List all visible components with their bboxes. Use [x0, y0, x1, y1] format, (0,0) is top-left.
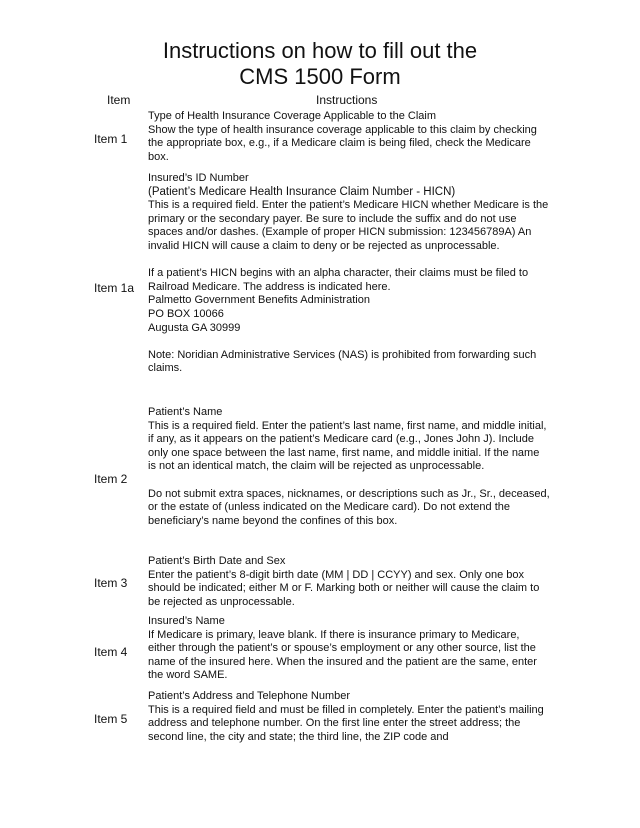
item-1-row	[0, 110, 640, 168]
item-5-heading: Patient’s Address and Telephone Number	[148, 690, 351, 702]
item-5-row	[0, 690, 640, 752]
item-4-row	[0, 615, 640, 687]
item-3-row	[0, 555, 640, 613]
item-1a-row	[0, 172, 640, 404]
item-1a-note: Note: Noridian Administrative Services (NAS) is prohibited from forwarding such claims.	[148, 348, 537, 375]
item-2-instructions	[148, 406, 550, 528]
title-line-2: CMS 1500 Form	[239, 64, 401, 89]
item-1a-address-line-1: Palmetto Government Benefits Administration	[148, 294, 370, 307]
item-2-paragraph-2: Do not submit extra spaces, nicknames, or descriptions such as Jr., Sr., deceased, or the estate of (unless indicated on the Medicare card). Do not extend the beneficiary’s name beyond the confines of this box.	[148, 487, 550, 527]
column-header-instructions: Instructions	[316, 93, 378, 107]
item-4-label: Item 4	[94, 645, 128, 659]
item-5-label: Item 5	[94, 712, 128, 726]
item-1-heading: Type of Health Insurance Coverage Applicable to the Claim	[148, 110, 436, 122]
item-4-paragraph: If Medicare is primary, leave blank. If there is insurance primary to Medicare, either through the patient’s or spouse’s employment or any other source, list the name of the insured here. When the insured and the patient are the same, enter the word SAME.	[148, 628, 537, 682]
item-2-heading: Patient’s Name	[148, 406, 223, 418]
item-5-paragraph: This is a required field and must be filled in completely. Enter the patient’s mailing address and telephone number. On the first line enter the street address; the second line, the city and state; the third line, the ZIP code and	[148, 703, 544, 743]
title-line-1: Instructions on how to fill out the	[162, 38, 478, 63]
item-3-instructions	[148, 555, 550, 609]
item-3-paragraph: Enter the patient’s 8-digit birth date (MM | DD | CCYY) and sex. Only one box should be indicated; either M or F. Marking both or neither will cause the claim to be rejected as unprocessable.	[148, 568, 540, 608]
item-1-instructions	[148, 110, 550, 164]
page-title	[0, 38, 640, 90]
item-2-paragraph-1: This is a required field. Enter the patient’s last name, first name, and middle initial, if any, as it appears on the patient’s Medicare card (e.g., Jones John J). Include only one space between the last name, first name, and middle initial. If the name is not an identical match, the claim will be rejected as unprocessable.	[148, 419, 547, 473]
item-3-heading: Patient’s Birth Date and Sex	[148, 555, 286, 567]
item-1-label: Item 1	[94, 132, 128, 146]
item-1a-subheading: (Patient’s Medicare Health Insurance Claim Number - HICN)	[148, 185, 456, 198]
item-1a-address-line-2: PO BOX 10066	[148, 307, 224, 320]
item-4-heading: Insured’s Name	[148, 615, 225, 627]
item-1a-address-line-3: Augusta GA 30999	[148, 321, 241, 334]
item-2-row	[0, 406, 640, 552]
item-3-label: Item 3	[94, 576, 128, 590]
item-1a-heading: Insured’s ID Number	[148, 172, 249, 184]
column-header-item: Item	[107, 93, 131, 107]
item-1a-paragraph-1: This is a required field. Enter the patient’s Medicare HICN whether Medicare is the primary or the secondary payer. Be sure to include the suffix and do not use spaces and/or dashes. (Example of proper HICN submission: 123456789A) An invalid HICN will cause a claim to deny or be rejected as unprocessable.	[148, 199, 549, 252]
item-2-label: Item 2	[94, 472, 128, 486]
item-1a-label: Item 1a	[94, 281, 135, 295]
item-5-instructions	[148, 690, 550, 744]
item-1-paragraph: Show the type of health insurance coverage applicable to this claim by checking the appropriate box, e.g., if a Medicare claim is being filed, check the Medicare box.	[148, 123, 537, 163]
item-1a-instructions	[148, 172, 550, 376]
item-4-instructions	[148, 615, 550, 683]
item-1a-paragraph-2: If a patient’s HICN begins with an alpha character, their claims must be filed to Railroad Medicare. The address is indicated here.	[148, 267, 529, 293]
